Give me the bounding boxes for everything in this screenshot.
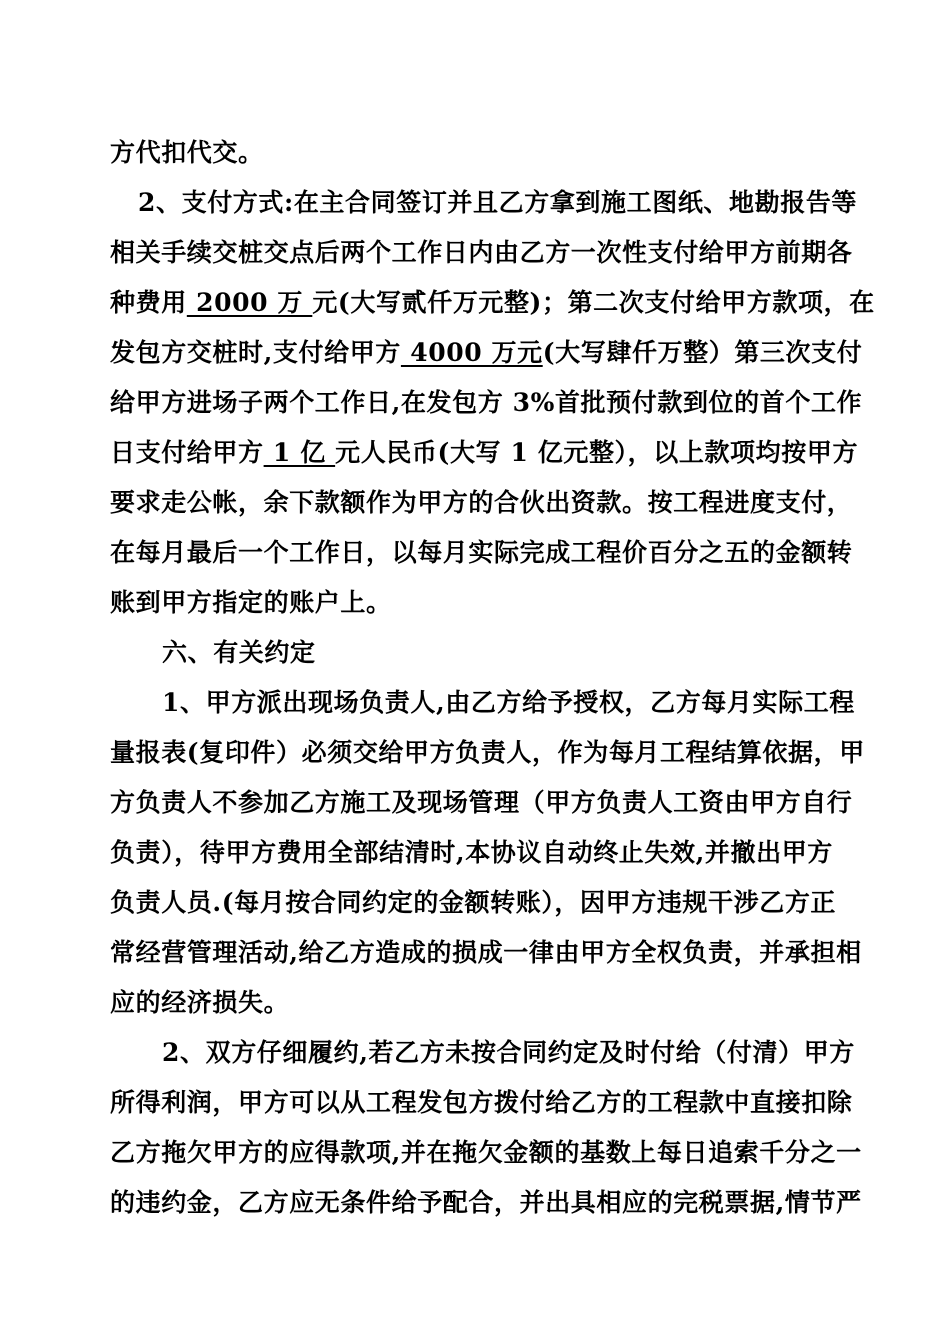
text-segment: 乙方拖欠甲方的应得款项,并在拖欠金额的基数上每日追索千分之一 — [110, 1138, 862, 1167]
text-line — [110, 228, 870, 278]
text-line — [110, 728, 870, 778]
text-segment: 种费用 — [110, 288, 187, 317]
underlined-amount: 2000 万 — [186, 288, 313, 317]
text-segment: 2、双方仔细履约,若乙方未按合同约定及时付给（付清）甲方 — [162, 1038, 855, 1067]
text-line — [110, 528, 870, 578]
text-segment: 元人民币(大写 1 亿元整），以上款项均按甲方 — [335, 438, 859, 467]
text-line — [110, 878, 870, 928]
underlined-amount: 1 亿 — [263, 438, 336, 467]
text-segment: 常经营管理活动,给乙方造成的损成一律由甲方全权负责，并承担相 — [110, 938, 862, 967]
text-line — [110, 1078, 870, 1128]
text-line — [110, 178, 870, 228]
text-segment: 日支付给甲方 — [110, 438, 264, 467]
text-segment: 六、有关约定 — [162, 638, 316, 667]
text-line — [110, 278, 875, 328]
text-line — [110, 378, 870, 428]
text-line — [110, 628, 870, 678]
text-line — [110, 678, 870, 728]
text-segment: 1、甲方派出现场负责人,由乙方给予授权，乙方每月实际工程 — [162, 688, 855, 717]
text-segment: 负责人员.(每月按合同约定的金额转账），因甲方违规干涉乙方正 — [110, 888, 837, 917]
text-segment: 方负责人不参加乙方施工及现场管理（甲方负责人工资由甲方自行 — [110, 788, 853, 817]
text-segment: 要求走公帐，余下款额作为甲方的合伙出资款。按工程进度支付， — [110, 488, 853, 517]
text-segment: 的违约金，乙方应无条件给予配合，并出具相应的完税票据,情节严 — [110, 1188, 862, 1217]
text-segment: 应的经济损失。 — [110, 988, 290, 1017]
text-line — [110, 578, 870, 628]
text-line — [110, 978, 870, 1028]
text-segment: 账到甲方指定的账户上。 — [110, 588, 392, 617]
text-segment: 在每月最后一个工作日，以每月实际完成工程价百分之五的金额转 — [110, 538, 853, 567]
text-segment: 2、支付方式:在主合同签订并且乙方拿到施工图纸、地勘报告等 — [138, 188, 858, 217]
text-segment: 所得利润，甲方可以从工程发包方拨付给乙方的工程款中直接扣除 — [110, 1088, 853, 1117]
text-segment: 负责），待甲方费用全部结清时,本协议自动终止失效,并撤出甲方 — [110, 838, 833, 867]
text-line — [110, 128, 870, 178]
text-segment: 量报表(复印件）必须交给甲方负责人，作为每月工程结算依据，甲 — [110, 738, 865, 767]
text-segment: 相关手续交桩交点后两个工作日内由乙方一次性支付给甲方前期各 — [110, 238, 853, 267]
text-line — [110, 328, 870, 378]
text-line — [110, 778, 870, 828]
text-segment: 给甲方进场子两个工作日,在发包方 3%首批预付款到位的首个工作 — [110, 388, 863, 417]
text-line — [110, 428, 870, 478]
text-line — [110, 478, 870, 528]
text-segment: 发包方交桩时,支付给甲方 — [110, 338, 401, 367]
text-line — [110, 928, 870, 978]
document-body — [110, 128, 875, 1228]
text-line — [110, 828, 870, 878]
text-segment: 方代扣代交。 — [110, 138, 264, 167]
text-segment: (大写肆仟万整）第三次支付 — [542, 338, 863, 367]
text-line — [110, 1028, 870, 1078]
text-segment: 元(大写贰仟万元整)；第二次支付给甲方款项，在 — [312, 288, 875, 317]
underlined-amount: 4000 万元 — [400, 338, 543, 367]
text-line — [110, 1178, 870, 1228]
text-line — [110, 1128, 870, 1178]
